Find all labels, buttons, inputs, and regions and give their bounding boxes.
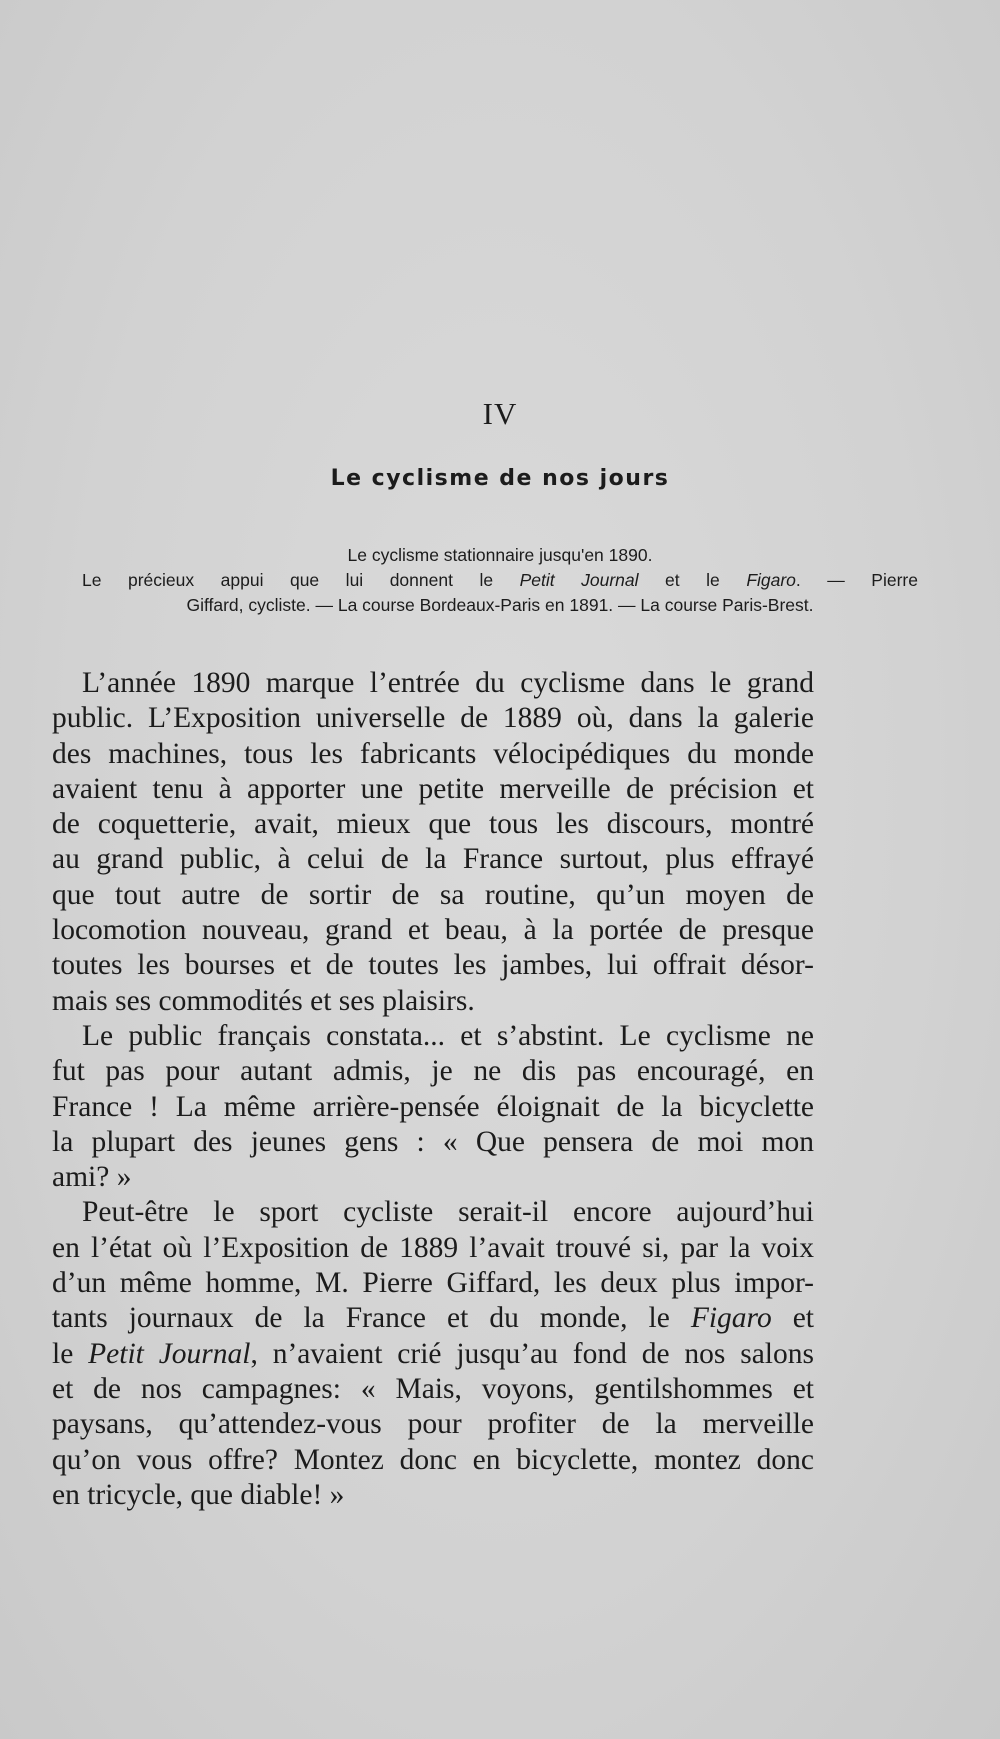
summary-line: Le cyclisme stationnaire jusqu'en 1890. — [347, 545, 653, 565]
summary-text: et le — [638, 570, 747, 590]
text-line: Peut-être le sport cycliste serait-il encore aujourd’hui — [82, 1196, 814, 1229]
chapter-summary — [82, 543, 918, 618]
summary-line — [82, 568, 918, 593]
chapter-number: IV — [482, 396, 518, 431]
text-segment: tants journaux de la France et du monde, le — [52, 1302, 691, 1335]
text-line: locomotion nouveau, grand et beau, à la portée de presque — [52, 914, 814, 947]
text-segment: et — [771, 1302, 815, 1335]
text-line: qu’on vous offre? Montez donc en bicyclette, montez donc — [52, 1443, 814, 1476]
text-line: Le public français constata... et s’abstint. Le cyclisme ne — [82, 1019, 814, 1052]
summary-text: . — Pierre — [795, 570, 918, 590]
text-line: de coquetterie, avait, mieux que tous les discours, montré — [52, 808, 814, 841]
text-line: d’un même homme, M. Pierre Giffard, les deux plus impor- — [52, 1267, 814, 1300]
body-text — [52, 666, 814, 1513]
text-segment: , n’avaient crié jusqu’au fond de nos salons — [250, 1337, 814, 1370]
text-line: en l’état où l’Exposition de 1889 l’avait trouvé si, par la voix — [52, 1231, 814, 1264]
text-line: ami? » — [52, 1161, 132, 1194]
text-line — [52, 1301, 814, 1336]
text-line: au grand public, à celui de la France surtout, plus effrayé — [52, 843, 814, 876]
text-segment: le — [52, 1337, 89, 1370]
newspaper-title: Figaro — [746, 570, 796, 590]
text-line — [52, 1337, 814, 1372]
text-line: mais ses commodités et ses plaisirs. — [52, 984, 475, 1017]
text-line: toutes les bourses et de toutes les jambes, lui offrait désor- — [52, 949, 814, 982]
text-line: paysans, qu’attendez-vous pour profiter de la merveille — [52, 1408, 814, 1441]
text-line: avaient tenu à apporter une petite merveille de précision et — [52, 772, 814, 805]
text-line: la plupart des jeunes gens : « Que pensera de moi mon — [52, 1125, 814, 1158]
text-line: fut pas pour autant admis, je ne dis pas encouragé, en — [52, 1055, 814, 1088]
text-line: des machines, tous les fabricants vélocipédiques du monde — [52, 737, 814, 770]
text-line: en tricycle, que diable! » — [52, 1478, 345, 1511]
newspaper-title: Petit Journal — [88, 1337, 251, 1370]
paragraph — [52, 1195, 814, 1513]
newspaper-title: Petit Journal — [519, 570, 639, 590]
text-line: France ! La même arrière-pensée éloignait de la bicyclette — [52, 1090, 814, 1123]
text-line: que tout autre de sortir de sa routine, qu’un moyen de — [52, 878, 814, 911]
newspaper-title: Figaro — [690, 1302, 772, 1335]
paragraph — [52, 666, 814, 1019]
chapter-title: Le cyclisme de nos jours — [330, 466, 670, 491]
paragraph — [52, 1019, 814, 1195]
summary-line: Giffard, cycliste. — La course Bordeaux-Paris en 1891. — La course Paris-Brest. — [186, 595, 814, 615]
summary-text: Le précieux appui que lui donnent le — [82, 570, 520, 590]
text-line: et de nos campagnes: « Mais, voyons, gentilshommes et — [52, 1372, 814, 1405]
text-line: public. L’Exposition universelle de 1889 où, dans la galerie — [52, 702, 814, 735]
text-line: L’année 1890 marque l’entrée du cyclisme dans le grand — [82, 667, 814, 699]
